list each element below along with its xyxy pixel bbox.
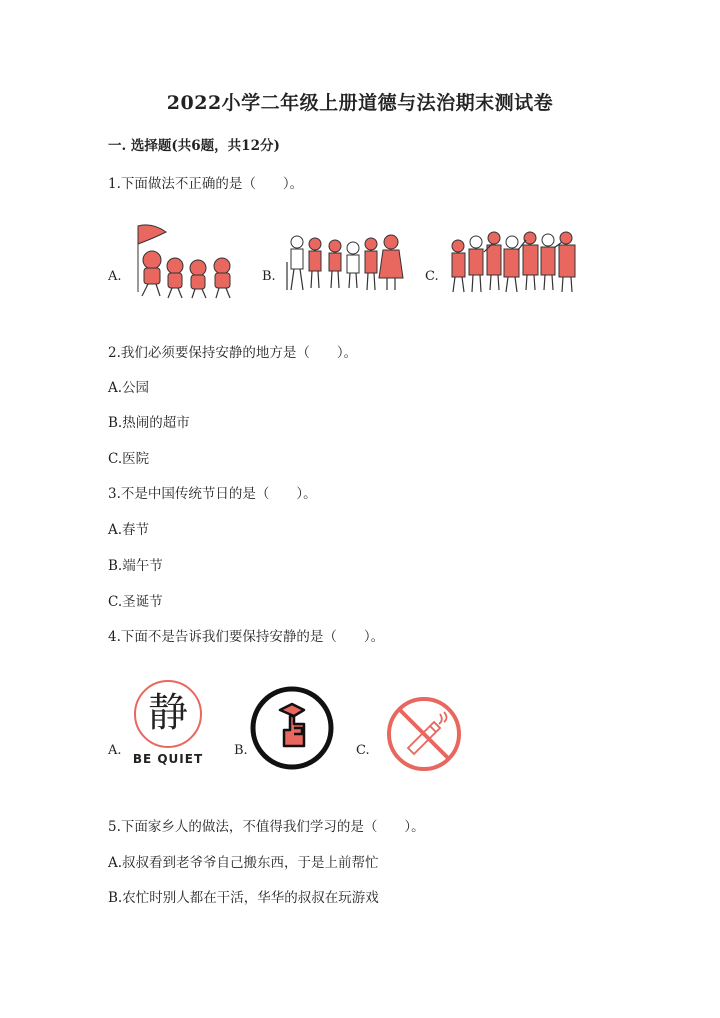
q1-option-c-illustration <box>448 228 583 296</box>
q3-option-a[interactable]: A.春节 <box>108 522 150 538</box>
q1-option-a-label[interactable]: A. <box>108 269 122 284</box>
page-title: 2022小学二年级上册道德与法治期末测试卷 <box>166 92 554 114</box>
q4-option-c-label[interactable]: C. <box>356 743 370 758</box>
q4-option-c-no-smoking-icon <box>384 694 464 774</box>
q5-option-a[interactable]: A.叔叔看到老爷爷自己搬东西，于是上前帮忙 <box>108 855 379 871</box>
q1-option-b-label[interactable]: B. <box>262 269 276 284</box>
question-4-stem: 4.下面不是告诉我们要保持安静的是（ ）。 <box>108 629 385 645</box>
q2-option-c[interactable]: C.医院 <box>108 451 150 467</box>
q4-option-a-label[interactable]: A. <box>108 743 122 758</box>
q4-option-b-label[interactable]: B. <box>234 743 248 758</box>
q1-option-a-illustration <box>130 222 240 300</box>
q2-option-b[interactable]: B.热闹的超市 <box>108 415 190 431</box>
question-2-stem: 2.我们必须要保持安静的地方是（ ）。 <box>108 345 358 361</box>
q3-option-b[interactable]: B.端午节 <box>108 558 163 574</box>
quiet-caption: BE QUIET <box>132 752 204 766</box>
section-heading: 一. 选择题(共6题，共12分) <box>108 138 280 154</box>
quiet-character: 静 <box>148 690 188 736</box>
question-3-stem: 3.不是中国传统节日的是（ ）。 <box>108 486 317 502</box>
q1-option-c-label[interactable]: C. <box>425 269 439 284</box>
q4-option-b-hush-sign-icon <box>250 686 334 770</box>
question-5-stem: 5.下面家乡人的做法，不值得我们学习的是（ ）。 <box>108 819 425 835</box>
q4-option-a-sign <box>128 678 208 770</box>
q2-option-a[interactable]: A.公园 <box>108 380 150 396</box>
q5-option-b[interactable]: B.农忙时别人都在干活，华华的叔叔在玩游戏 <box>108 890 379 906</box>
question-1-stem: 1.下面做法不正确的是（ ）。 <box>108 176 304 192</box>
q3-option-c[interactable]: C.圣诞节 <box>108 594 163 610</box>
q1-option-b-illustration <box>285 232 405 294</box>
